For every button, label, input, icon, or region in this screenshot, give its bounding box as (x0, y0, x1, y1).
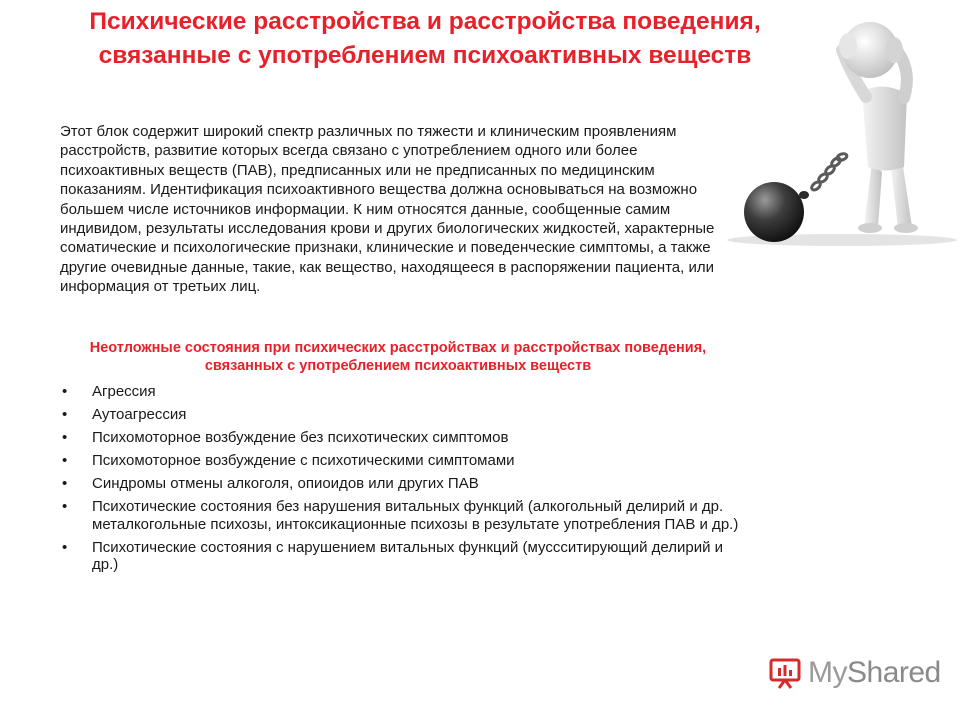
list-item (60, 429, 740, 447)
section-subheading: Неотложные состояния при психических расстройствах и расстройствах поведения, связанных с употреблением психоактивных веществ (89, 340, 707, 374)
bullet-icon: • (62, 452, 68, 469)
list-item (60, 539, 740, 574)
list-item (60, 452, 740, 470)
bullet-icon: • (62, 498, 68, 515)
bullet-icon: • (62, 475, 68, 492)
list-item (60, 475, 740, 493)
bullet-icon: • (62, 406, 68, 423)
logo-wordmark: MyShared (808, 656, 941, 689)
bullet-icon: • (62, 429, 68, 446)
list-item-text: Агрессия (92, 383, 156, 400)
list-item (60, 383, 740, 401)
figure-body (839, 22, 918, 233)
intro-paragraph: Этот блок содержит широкий спектр различных по тяжести и клиническим проявлениям расстройств, развитие которых всегда связано с употреблением одного или более психоактивных веществ (ПАВ), предписанных или не предписанных по медицинским показаниям. Идентификация психоактивного вещества должна основываться на возможно большем числе источников информации. К ним относятся данные, сообщенные самим индивидом, результаты исследования крови и других биологических жидкостей, характерные соматические и психологические признаки, клинические и поведенческие симптомы, а также другие очевидные данные, такие, как вещество, находящееся в распоряжении пациента, или информация от третьих лиц. (60, 123, 715, 296)
emergency-conditions-list (60, 383, 740, 579)
list-item-text: Психомоторное возбуждение без психотических симптомов (92, 429, 509, 446)
iron-ball (744, 182, 804, 242)
myshared-logo[interactable] (768, 655, 941, 691)
list-item (60, 406, 740, 424)
presentation-board-icon (768, 656, 802, 690)
list-item-text: Психотические состояния без нарушения витальных функций (алкогольный делирий и др. металкогольные психозы, интоксикационные психозы в результате употребления ПАВ и др.) (92, 498, 739, 533)
chained-figure-illustration (722, 2, 960, 247)
list-item (60, 498, 740, 533)
list-item-text: Синдромы отмены алкоголя, опиоидов или других ПАВ (92, 475, 479, 492)
bullet-icon: • (62, 538, 68, 556)
list-item-text: Психотические состояния с нарушением витальных функций (муссситирующий делирий и др.) (92, 538, 724, 573)
slide-title: Психические расстройства и расстройства поведения, связанные с употреблением психоактивных веществ (89, 8, 761, 69)
list-item-text: Аутоагрессия (92, 406, 187, 423)
chain (810, 152, 847, 191)
list-item-text: Психомоторное возбуждение с психотическими симптомами (92, 452, 515, 469)
bullet-icon: • (62, 383, 68, 400)
